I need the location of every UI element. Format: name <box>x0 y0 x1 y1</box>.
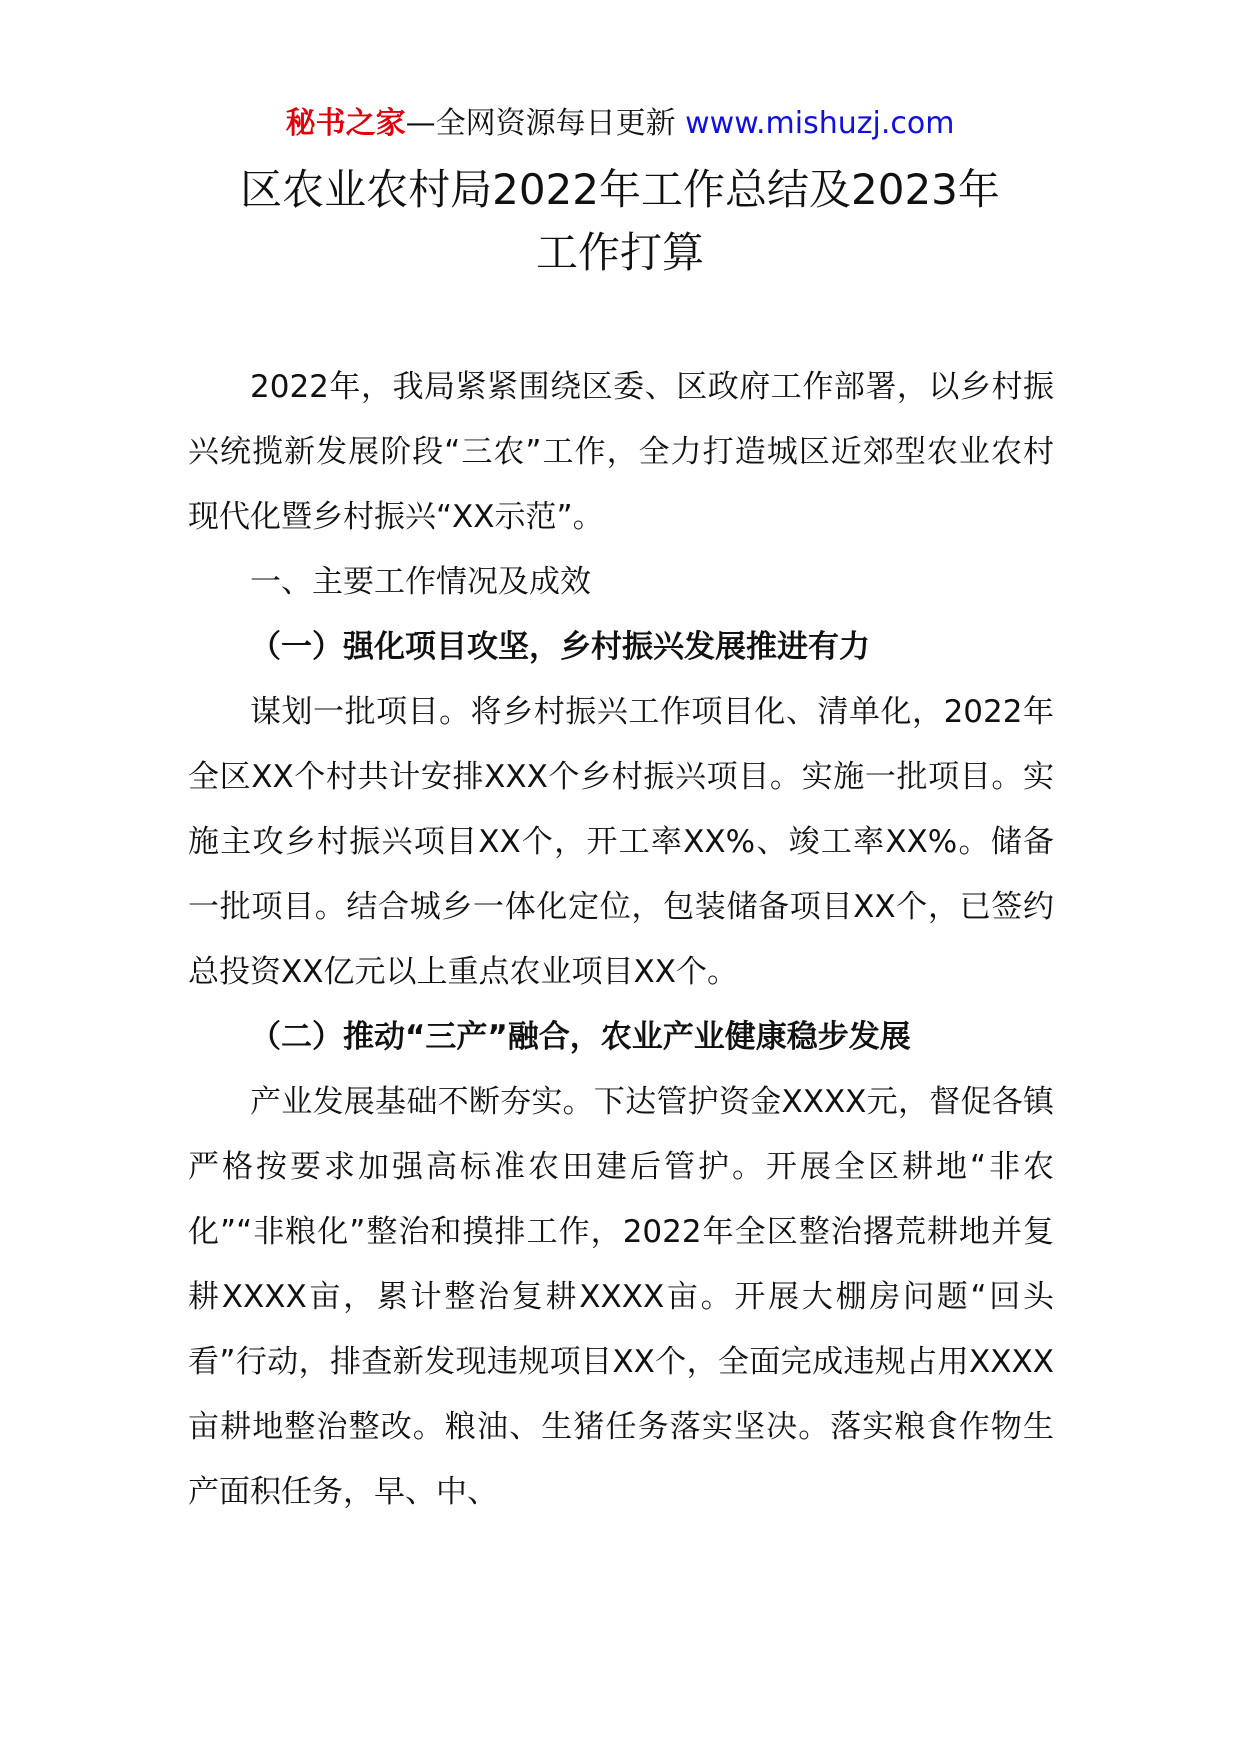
document-title-line-1: 区农业农村局2022年工作总结及2023年 <box>240 165 1000 214</box>
watermark-slogan: —全网资源每日更新 <box>405 106 676 141</box>
document-title <box>120 158 1120 284</box>
document-body <box>188 355 1054 1525</box>
paragraph-industry: 产业发展基础不断夯实。下达管护资金XXXX元，督促各镇严格按要求加强高标准农田建后管护。开展全区耕地“非农化”“非粮化”整治和摸排工作，2022年全区整治撂荒耕地并复耕XXXX亩，累计整治复耕XXXX亩。开展大棚房问题“回头看”行动，排查新发现违规项目XX个，全面完成违规占用XXXX亩耕地整治整改。粮油、生猪任务落实坚决。落实粮食作物生产面积任务，早、中、 <box>188 1084 1054 1510</box>
subsection-heading-industry: （二）推动“三产”融合，农业产业健康稳步发展 <box>250 1019 911 1055</box>
paragraph-projects: 谋划一批项目。将乡村振兴工作项目化、清单化，2022年全区XX个村共计安排XXX个乡村振兴项目。实施一批项目。实施主攻乡村振兴项目XX个，开工率XX%、竣工率XX%。储备一批项目。结合城乡一体化定位，包装储备项目XX个，已签约总投资XX亿元以上重点农业项目XX个。 <box>188 694 1054 990</box>
watermark-url[interactable]: www.mishuzj.com <box>685 106 955 141</box>
watermark-brand: 秘书之家 <box>285 106 406 141</box>
document-title-line-2: 工作打算 <box>535 228 704 277</box>
section-heading-main-work: 一、主要工作情况及成效 <box>250 564 591 600</box>
intro-paragraph: 2022年，我局紧紧围绕区委、区政府工作部署，以乡村振兴统揽新发展阶段“三农”工作，全力打造城区近郊型农业农村现代化暨乡村振兴“XX示范”。 <box>188 369 1054 535</box>
watermark-banner <box>0 102 1240 146</box>
subsection-heading-projects: （一）强化项目攻坚，乡村振兴发展推进有力 <box>250 629 870 665</box>
